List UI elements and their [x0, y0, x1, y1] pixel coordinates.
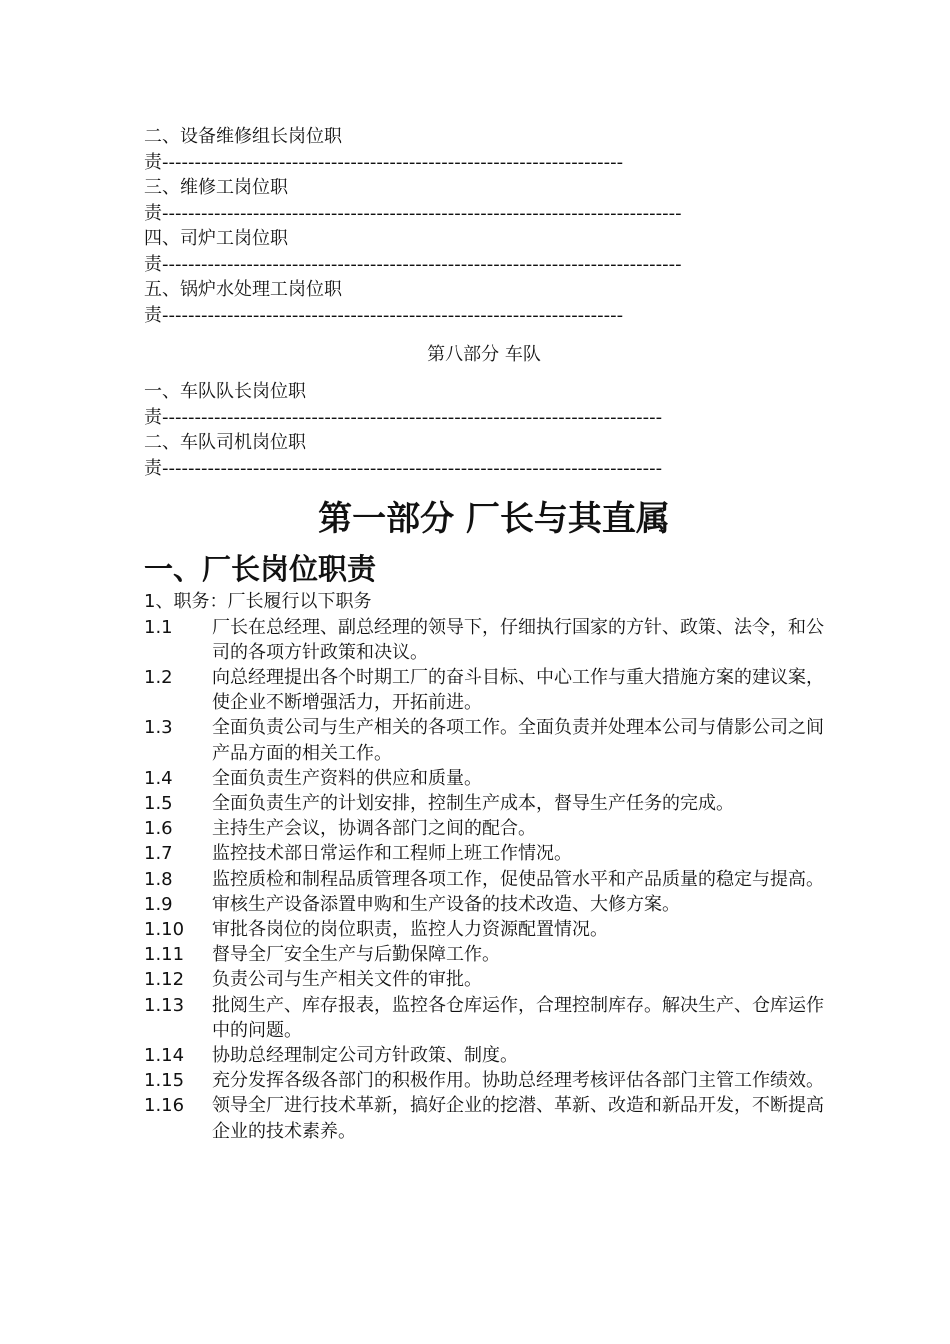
item-number: 1.8 [144, 868, 173, 890]
toc-entry-title: 一、车队队长岗位职 [144, 381, 306, 402]
item-text: 厂长在总经理、副总经理的领导下，仔细执行国家的方针、政策、法令，和公司的各项方针政策和决议。 [212, 616, 824, 663]
item-number: 1.14 [144, 1044, 185, 1066]
toc-entry-leader: 责-------------------------------------------------------------------------------- [144, 202, 682, 224]
toc-bottom [144, 379, 824, 481]
toc-entry-leader: 责----------------------------------------------------------------------------- [144, 406, 663, 428]
item-text: 审核生产设备添置申购和生产设备的技术改造、大修方案。 [212, 893, 680, 915]
list-item [144, 1093, 824, 1143]
item-number: 1.2 [144, 666, 173, 688]
toc-entry-title: 四、司炉工岗位职 [144, 228, 288, 249]
item-text: 审批各岗位的岗位职责，监控人力资源配置情况。 [212, 918, 608, 940]
item-number: 1.16 [144, 1095, 185, 1117]
toc-entry-leader: 责-------------------------------------------------------------------------------- [144, 253, 682, 275]
list-item [144, 942, 824, 967]
item-number: 1.5 [144, 792, 173, 814]
toc-entry-title: 二、设备维修组长岗位职 [144, 126, 342, 147]
item-text: 督导全厂安全生产与后勤保障工作。 [212, 944, 500, 966]
list-item [144, 791, 824, 816]
toc-entry-leader: 责----------------------------------------------------------------------- [144, 151, 624, 173]
list-item [144, 1068, 824, 1093]
item-number: 1.12 [144, 969, 185, 991]
toc-top [144, 124, 824, 328]
item-text: 向总经理提出各个时期工厂的奋斗目标、中心工作与重大措施方案的建议案，使企业不断增强活力，开拓前进。 [212, 666, 824, 714]
intro-line: 1、职务：厂长履行以下职务 [144, 591, 372, 612]
item-number: 1.15 [144, 1070, 185, 1092]
part-title: 第一部分 厂长与其直属 [318, 499, 670, 539]
item-text: 监控技术部日常运作和工程师上班工作情况。 [212, 843, 572, 865]
list-item [144, 892, 824, 917]
item-text: 负责公司与生产相关文件的审批。 [212, 969, 482, 991]
item-text: 全面负责生产资料的供应和质量。 [212, 767, 482, 789]
item-number: 1.1 [144, 616, 173, 638]
page-content [144, 124, 824, 1144]
item-text: 协助总经理制定公司方针政策、制度。 [212, 1044, 518, 1066]
section-heading: 第八部分 车队 [427, 344, 541, 365]
item-number: 1.3 [144, 717, 173, 739]
item-number: 1.10 [144, 918, 185, 940]
item-text: 全面负责生产的计划安排，控制生产成本，督导生产任务的完成。 [212, 792, 734, 814]
item-number: 1.7 [144, 843, 173, 865]
list-item [144, 1043, 824, 1068]
list-item [144, 867, 824, 892]
list-item [144, 993, 824, 1043]
duty-list [144, 615, 824, 1144]
section-title: 一、厂长岗位职责 [144, 552, 377, 586]
toc-entry-title: 五、锅炉水处理工岗位职 [144, 279, 342, 300]
toc-entry-leader: 责----------------------------------------------------------------------- [144, 304, 624, 326]
item-number: 1.9 [144, 893, 173, 915]
item-text: 监控质检和制程品质管理各项工作，促使品管水平和产品质量的稳定与提高。 [212, 868, 824, 890]
item-text: 充分发挥各级各部门的积极作用。协助总经理考核评估各部门主管工作绩效。 [212, 1070, 824, 1092]
list-item [144, 715, 824, 765]
list-item [144, 766, 824, 791]
item-number: 1.6 [144, 818, 173, 840]
item-number: 1.4 [144, 767, 173, 789]
toc-entry-title: 三、维修工岗位职 [144, 177, 288, 198]
list-item [144, 967, 824, 992]
list-item [144, 841, 824, 866]
toc-entry-title: 二、车队司机岗位职 [144, 432, 306, 453]
item-number: 1.11 [144, 944, 185, 966]
toc-entry-leader: 责----------------------------------------------------------------------------- [144, 457, 663, 479]
item-text: 主持生产会议，协调各部门之间的配合。 [212, 818, 536, 840]
list-item [144, 917, 824, 942]
item-text: 全面负责公司与生产相关的各项工作。全面负责并处理本公司与倩影公司之间产品方面的相关工作。 [212, 717, 824, 764]
list-item [144, 665, 824, 715]
list-item [144, 816, 824, 841]
item-text: 领导全厂进行技术革新，搞好企业的挖潜、革新、改造和新品开发，不断提高企业的技术素养。 [212, 1095, 824, 1142]
item-text: 批阅生产、库存报表，监控各仓库运作，合理控制库存。解决生产、仓库运作中的问题。 [212, 994, 824, 1041]
item-number: 1.13 [144, 994, 185, 1016]
list-item [144, 615, 824, 665]
